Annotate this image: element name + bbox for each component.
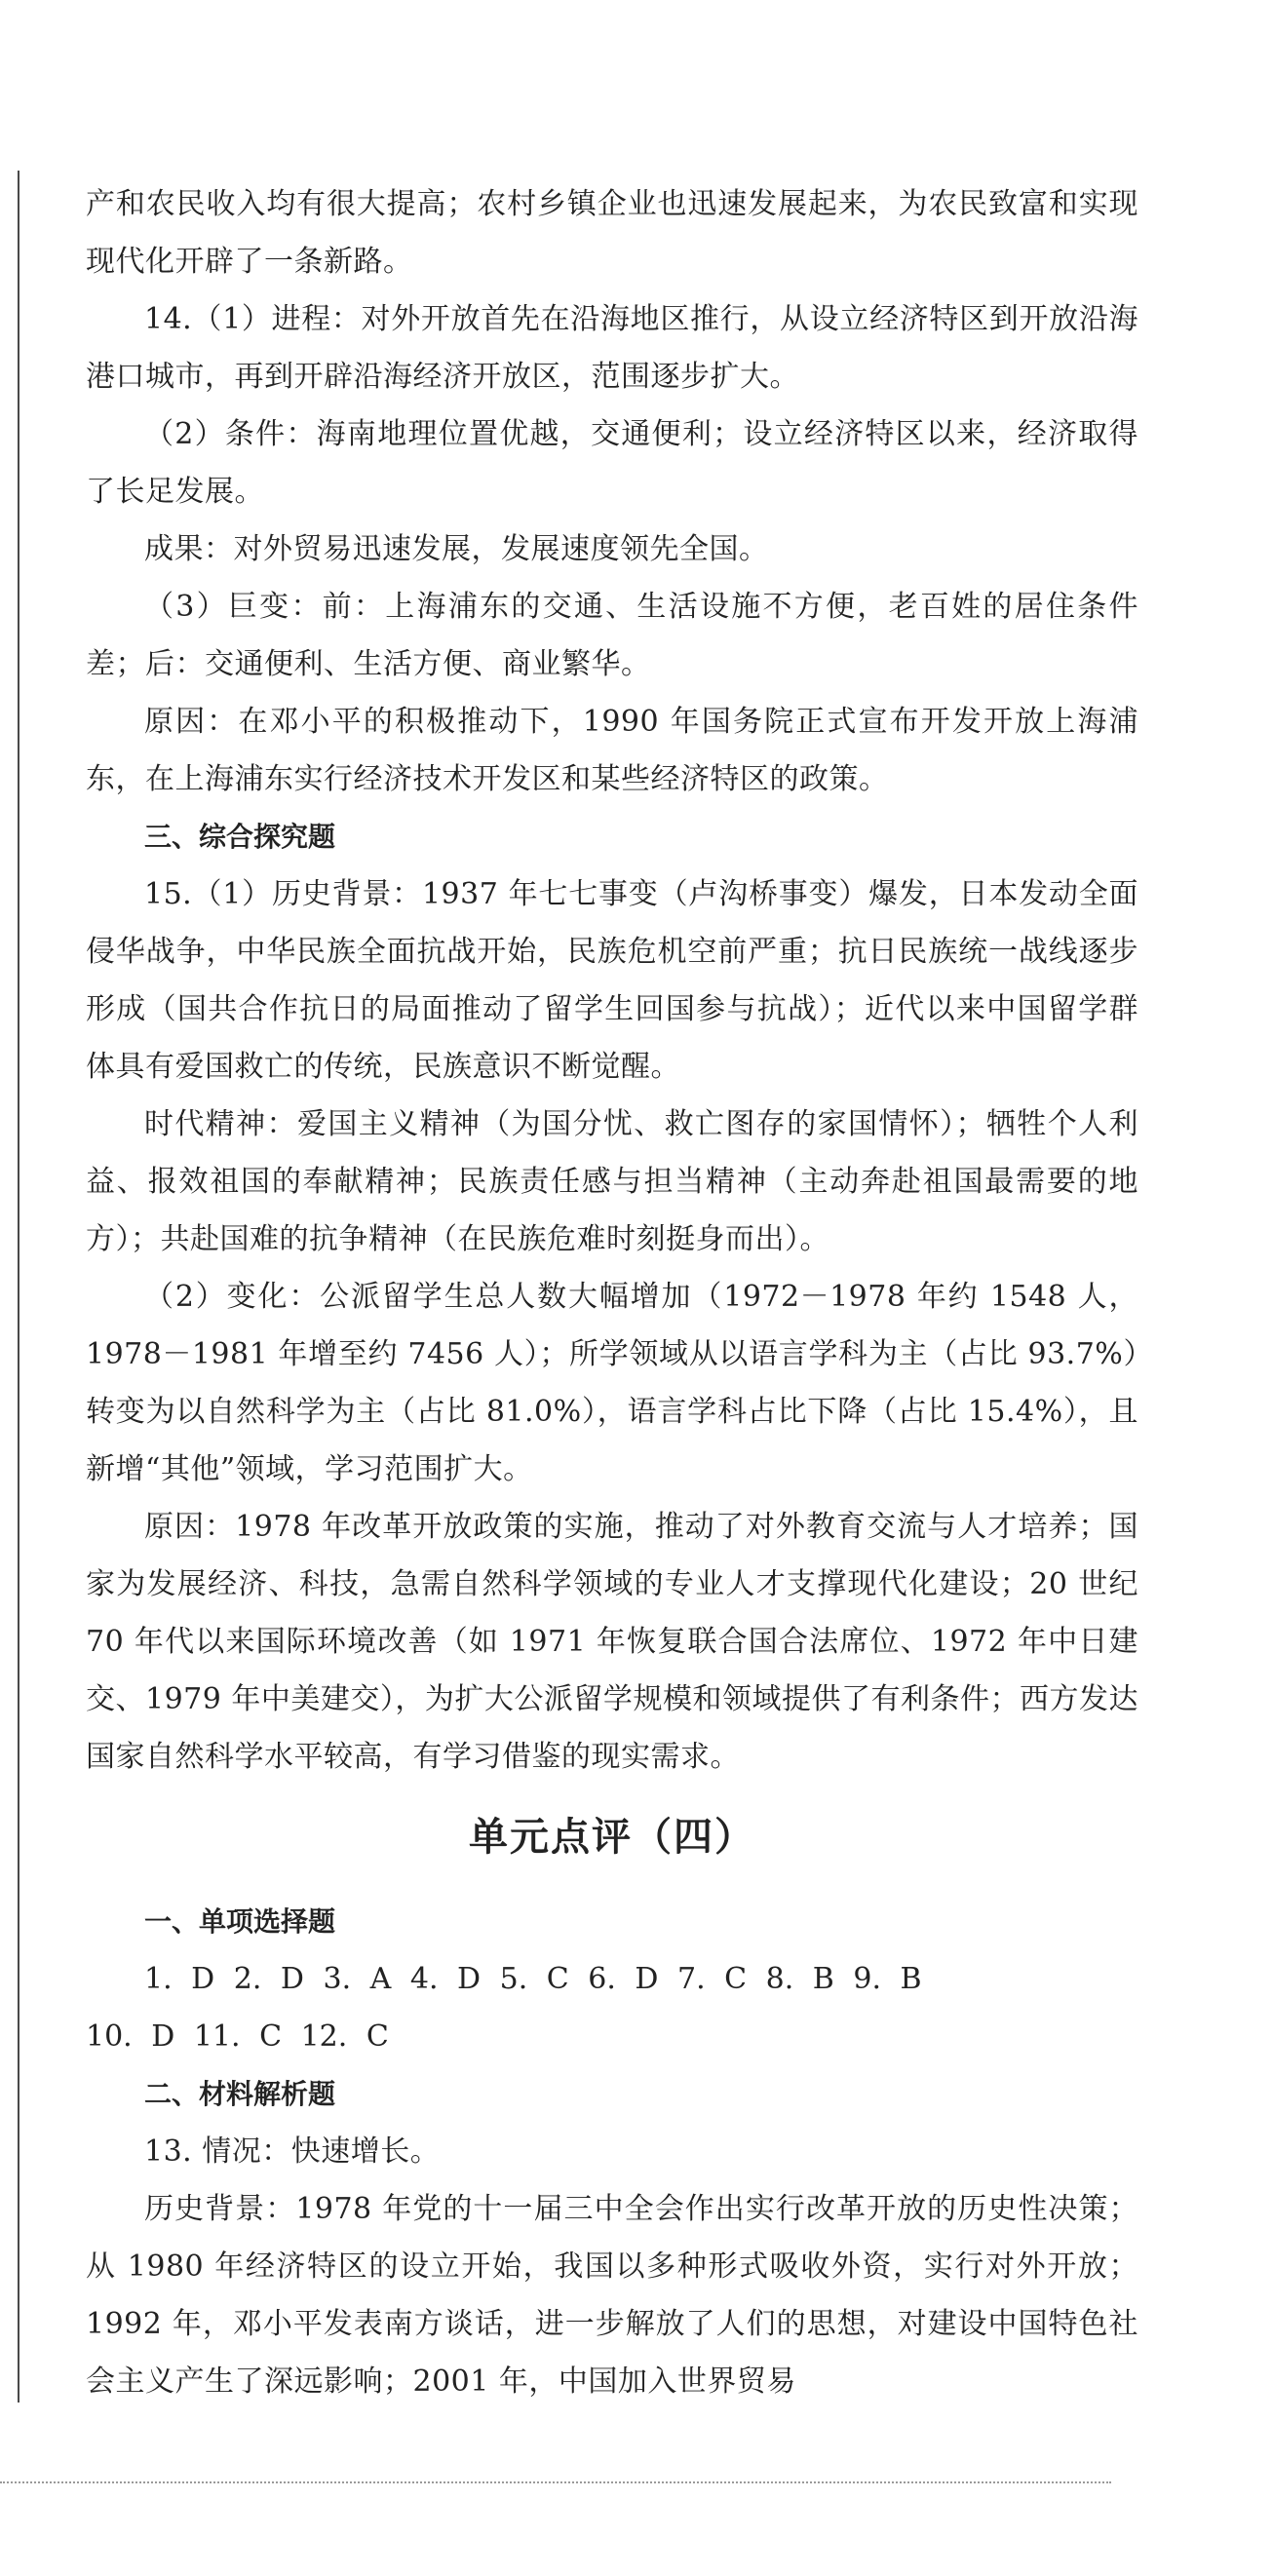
answer-paragraph: 原因：1978 年改革开放政策的实施，推动了对外教育交流与人才培养；国家为发展经济、科技，急需自然科学领域的专业人才支撑现代化建设；20 世纪 70 年代以来国际环境改善（如 1971 年恢复联合国合法席位、1972 年中日建交、1979 年中美建交），为扩大公派留学规模和领域提供了有利条件；西方发达国家自然科学水平较高，有学习借鉴的现实需求。 [86,1510,1138,1774]
section-heading-single-choice: 一、单项选择题 [144,1905,336,1938]
page-bottom-dotted-rule [0,2481,1111,2483]
section-heading-material-analysis: 二、材料解析题 [144,2078,336,2110]
section-heading-comprehensive: 三、综合探究题 [144,821,336,853]
answer-paragraph: （2）条件：海南地理位置优越，交通便利；设立经济特区以来，经济取得了长足发展。 [86,417,1138,509]
answer-paragraph: 13. 情况：快速增长。 [144,2134,441,2169]
answer-paragraph: 成果：对外贸易迅速发展，发展速度领先全国。 [144,532,769,566]
answer-paragraph: 历史背景：1978 年党的十一届三中全会作出实行改革开放的历史性决策；从 1980 年经济特区的设立开始，我国以多种形式吸收外资，实行对外开放；1992 年，邓小平发表南方谈话，进一步解放了人们的思想，对建设中国特色社会主义产生了深远影响；2001 年，中国加入世界贸易 [86,2192,1138,2399]
answer-paragraphs-top [86,175,1138,808]
answer-paragraph: 14.（1）进程：对外开放首先在沿海地区推行，从设立经济特区到开放沿海港口城市，再到开辟沿海经济开放区，范围逐步扩大。 [86,302,1138,394]
answer-paragraphs-section3 [86,865,1138,1786]
answer-paragraph: 原因：在邓小平的积极推动下，1990 年国务院正式宣布开发开放上海浦东，在上海浦东实行经济技术开发区和某些经济特区的政策。 [86,705,1138,796]
choice-answers-line-2: 10. D 11. C 12. C [86,2019,389,2054]
left-margin-rule [18,171,19,2403]
choice-answers-line-1: 1. D 2. D 3. A 4. D 5. C 6. D 7. C 8. B 9. B [144,1962,922,1996]
answer-paragraph: 15.（1）历史背景：1937 年七七事变（卢沟桥事变）爆发，日本发动全面侵华战争，中华民族全面抗战开始，民族危机空前严重；抗日民族统一战线逐步形成（国共合作抗日的局面推动了留学生回国参与抗战）；近代以来中国留学群体具有爱国救亡的传统，民族意识不断觉醒。 [86,877,1138,1084]
unit-review-title: 单元点评（四） [469,1815,755,1860]
answer-paragraphs-section2 [86,2123,1138,2410]
answer-paragraph: （2）变化：公派留学生总人数大幅增加（1972－1978 年约 1548 人，1978－1981 年增至约 7456 人）；所学领域从以语言学科为主（占比 93.7%）转变为以自然科学为主（占比 81.0%），语言学科占比下降（占比 15.4%），且新增“其他”领域，学习范围扩大。 [86,1280,1138,1486]
page-content [86,175,1138,2410]
answer-paragraph: （3）巨变：前：上海浦东的交通、生活设施不方便，老百姓的居住条件差；后：交通便利、生活方便、商业繁华。 [86,590,1138,681]
answer-paragraph: 产和农民收入均有很大提高；农村乡镇企业也迅速发展起来，为农民致富和实现现代化开辟了一条新路。 [86,187,1138,279]
answer-paragraph: 时代精神：爱国主义精神（为国分忧、救亡图存的家国情怀）；牺牲个人利益、报效祖国的奉献精神；民族责任感与担当精神（主动奔赴祖国最需要的地方）；共赴国难的抗争精神（在民族危难时刻挺身而出）。 [86,1107,1138,1256]
